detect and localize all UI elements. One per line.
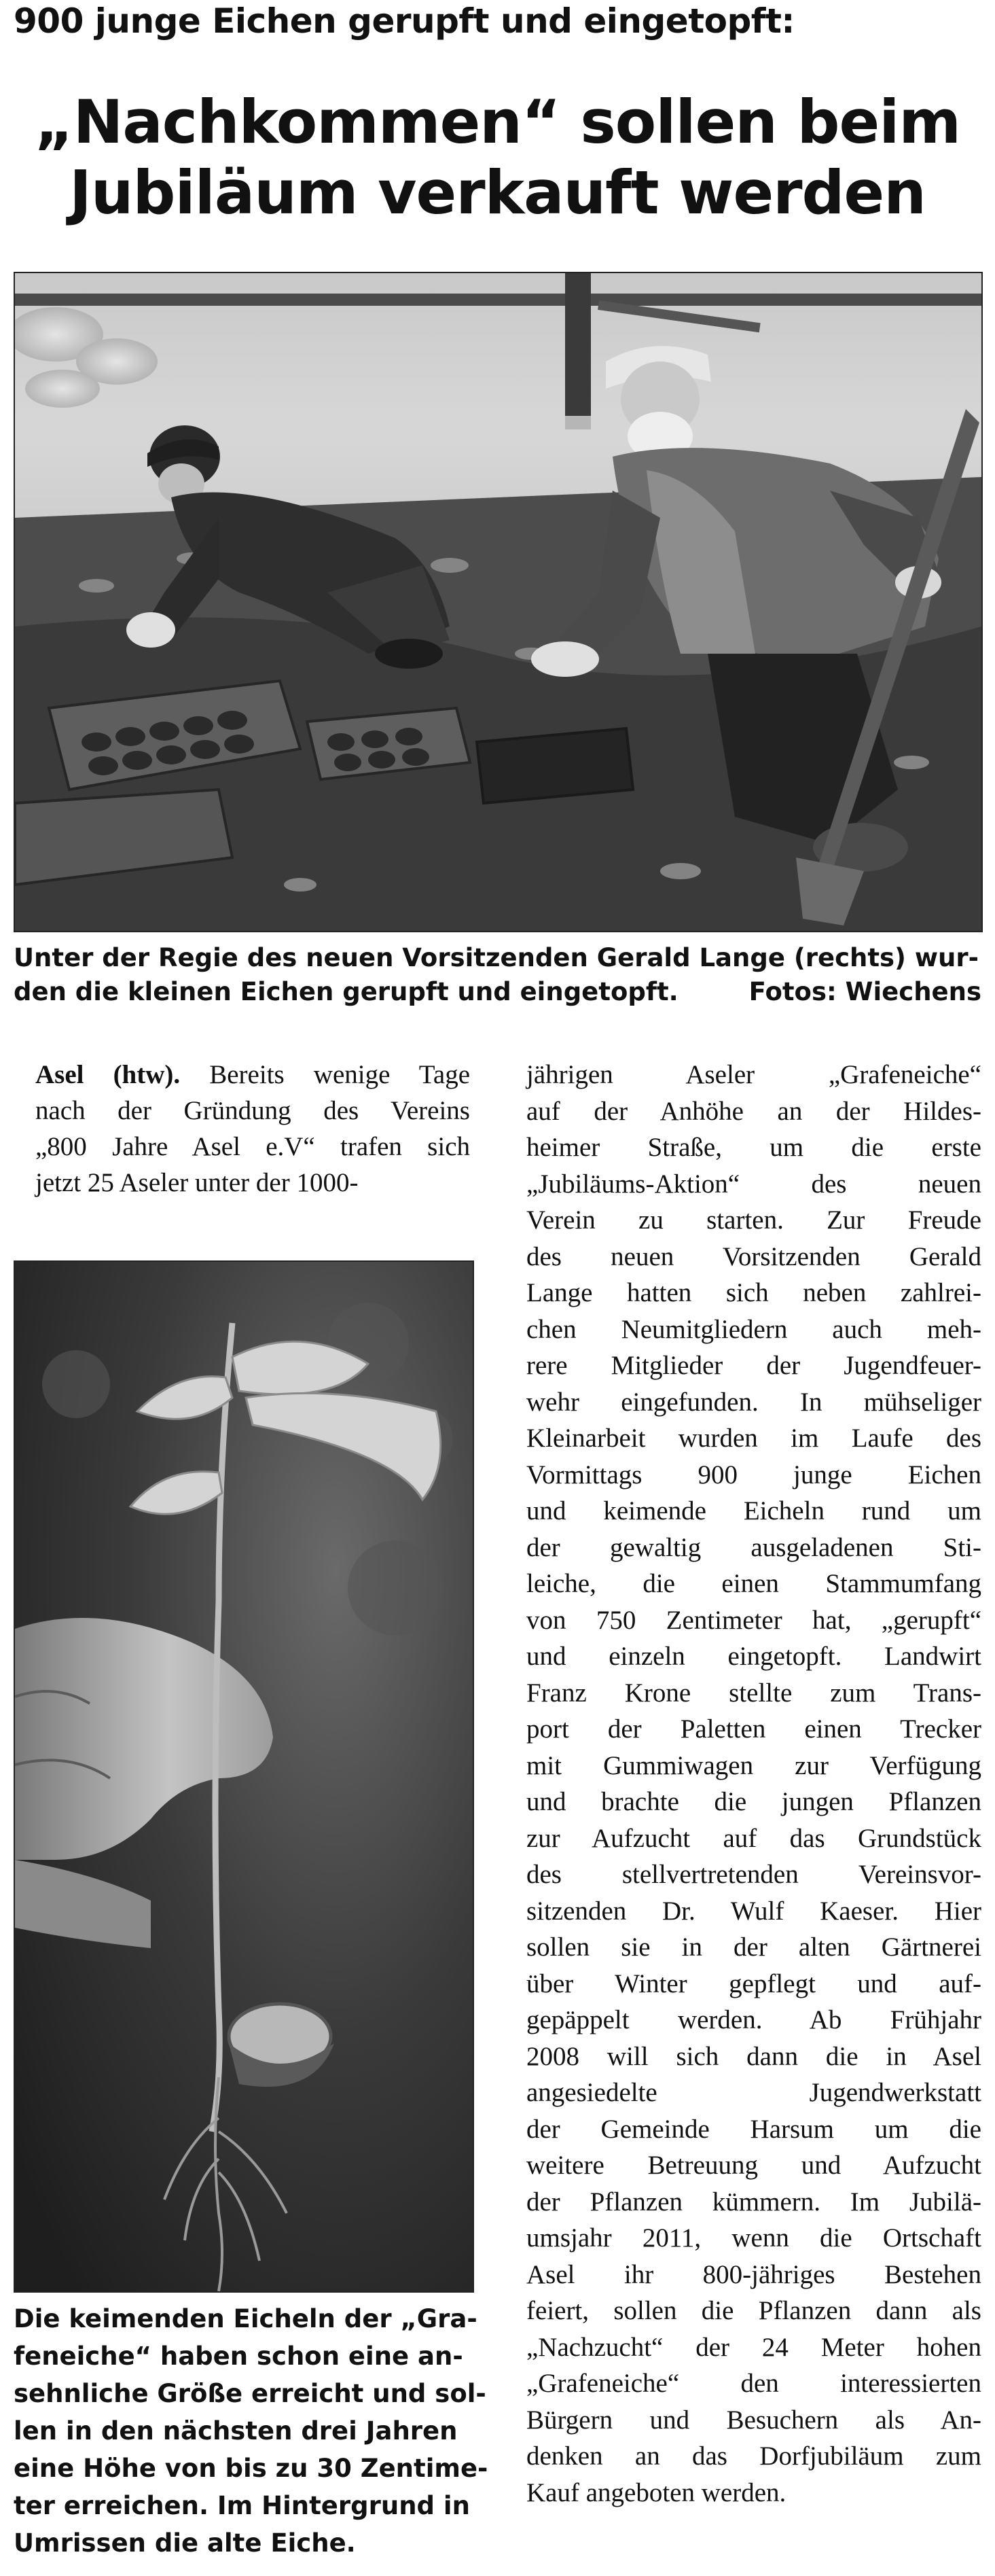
photo-volunteers-illustration (15, 273, 981, 931)
body-line: weitere Betreuung und Aufzucht (526, 2151, 981, 2180)
body-line: leiche, die einen Stammumfang (526, 1569, 981, 1598)
body-line: Kleinarbeit wurden im Laufe des (526, 1424, 981, 1453)
body-line: auf der Anhöhe an der Hildes- (526, 1096, 981, 1126)
headline-line: „Nachkommen“ sollen beim (34, 87, 961, 157)
body-line: heimer Straße, um die erste (526, 1133, 981, 1162)
photo-caption-acorn (14, 2300, 488, 2562)
body-line: sollen sie in der alten Gärtnerei (526, 1933, 981, 1962)
body-line: gepäppelt werden. Ab Frühjahr (526, 2005, 981, 2034)
article-intro (35, 1057, 470, 1201)
body-line: Asel ihr 800-jähriges Bestehen (526, 2259, 981, 2289)
caption-line: Die keimenden Eicheln der „Gra- (14, 2304, 477, 2333)
body-line: Franz Krone stellte zum Trans- (526, 1678, 981, 1708)
body-line: zur Aufzucht auf das Grundstück (526, 1823, 981, 1853)
caption-line-text: den die kleinen Eichen gerupft und eingetopft. (14, 977, 679, 1006)
body-line: „800 Jahre Asel e.V“ trafen sich (35, 1132, 470, 1161)
body-line: port der Paletten einen Trecker (526, 1714, 981, 1744)
body-line: und keimende Eicheln rund um (526, 1496, 981, 1525)
body-line: nach der Gründung des Vereins (35, 1096, 470, 1125)
photo-caption-top (14, 941, 981, 1009)
body-line: angesiedelte Jugendwerkstatt (526, 2078, 981, 2107)
body-line: mit Gummiwagen zur Verfügung (526, 1750, 981, 1780)
body-line: Kauf angeboten werden. (526, 2477, 786, 2507)
caption-line: len in den nächsten drei Jahren (14, 2416, 458, 2446)
body-line: feiert, sollen die Pflanzen dann als (526, 2296, 981, 2325)
body-line: „Nachzucht“ der 24 Meter hohen (526, 2332, 981, 2362)
photo-sprouting-acorn (14, 1260, 474, 2293)
body-line: „Grafeneiche“ den interessierten (526, 2369, 981, 2398)
caption-line: Unter der Regie des neuen Vorsitzenden Gerald Lange (rechts) wur- (14, 943, 979, 972)
body-line: der gewaltig ausgeladenen Sti- (526, 1532, 981, 1562)
body-line (35, 1057, 470, 1093)
body-line: der Pflanzen kümmern. Im Jubilä- (526, 2187, 981, 2217)
body-line: wehr eingefunden. In mühseliger (526, 1387, 981, 1417)
caption-line: ter erreichen. Im Hintergrund in (14, 2491, 470, 2520)
body-line: Vormittags 900 junge Eichen (526, 1460, 981, 1489)
caption-line: Umrissen die alte Eiche. (14, 2528, 356, 2558)
headline-line: Jubiläum verkauft werden (69, 158, 926, 228)
body-line: Lange hatten sich neben zahlrei- (526, 1278, 981, 1307)
caption-line (14, 975, 981, 1009)
photo-volunteers-potting-oaks (14, 272, 983, 932)
body-line: und einzeln eingetopft. Landwirt (526, 1642, 981, 1671)
caption-line: feneiche“ haben schon eine an- (14, 2342, 463, 2371)
body-line: Bürgern und Besuchern als An- (526, 2405, 981, 2435)
body-line: über Winter gepflegt und auf- (526, 1969, 981, 1998)
body-line: chen Neumitgliedern auch meh- (526, 1314, 981, 1344)
body-line: und brachte die jungen Pflanzen (526, 1787, 981, 1816)
dateline: Asel (htw). (35, 1060, 181, 1089)
body-line: denken an das Dorfjubiläum zum (526, 2441, 981, 2471)
body-line: „Jubiläums-Aktion“ des neuen (526, 1169, 981, 1199)
photo-acorn-illustration (15, 1262, 473, 2291)
body-line: von 750 Zentimeter hat, „gerupft“ (526, 1605, 981, 1635)
body-line: des stellvertretenden Vereinsvor- (526, 1860, 981, 1889)
article-body-column (526, 1057, 981, 2511)
caption-line: sehnliche Größe erreicht und sol- (14, 2379, 486, 2408)
photo-credit: Fotos: Wiechens (748, 977, 981, 1006)
body-line-text: Bereits wenige Tage (209, 1060, 471, 1089)
article-headline (14, 87, 981, 228)
body-line: jährigen Aseler „Grafeneiche“ (526, 1060, 981, 1089)
body-line: rere Mitglieder der Jugendfeuer- (526, 1351, 981, 1380)
body-line: sitzenden Dr. Wulf Kaeser. Hier (526, 1896, 981, 1926)
article-kicker: 900 junge Eichen gerupft und eingetopft: (14, 1, 795, 41)
body-line: 2008 will sich dann die in Asel (526, 2041, 981, 2071)
body-line: des neuen Vorsitzenden Gerald (526, 1241, 981, 1271)
body-line: Verein zu starten. Zur Freude (526, 1205, 981, 1235)
body-line: jetzt 25 Aseler unter der 1000- (35, 1168, 359, 1197)
body-line: der Gemeinde Harsum um die (526, 2114, 981, 2144)
caption-line: eine Höhe von bis zu 30 Zentime- (14, 2454, 488, 2483)
body-line: umsjahr 2011, wenn die Ortschaft (526, 2223, 981, 2253)
